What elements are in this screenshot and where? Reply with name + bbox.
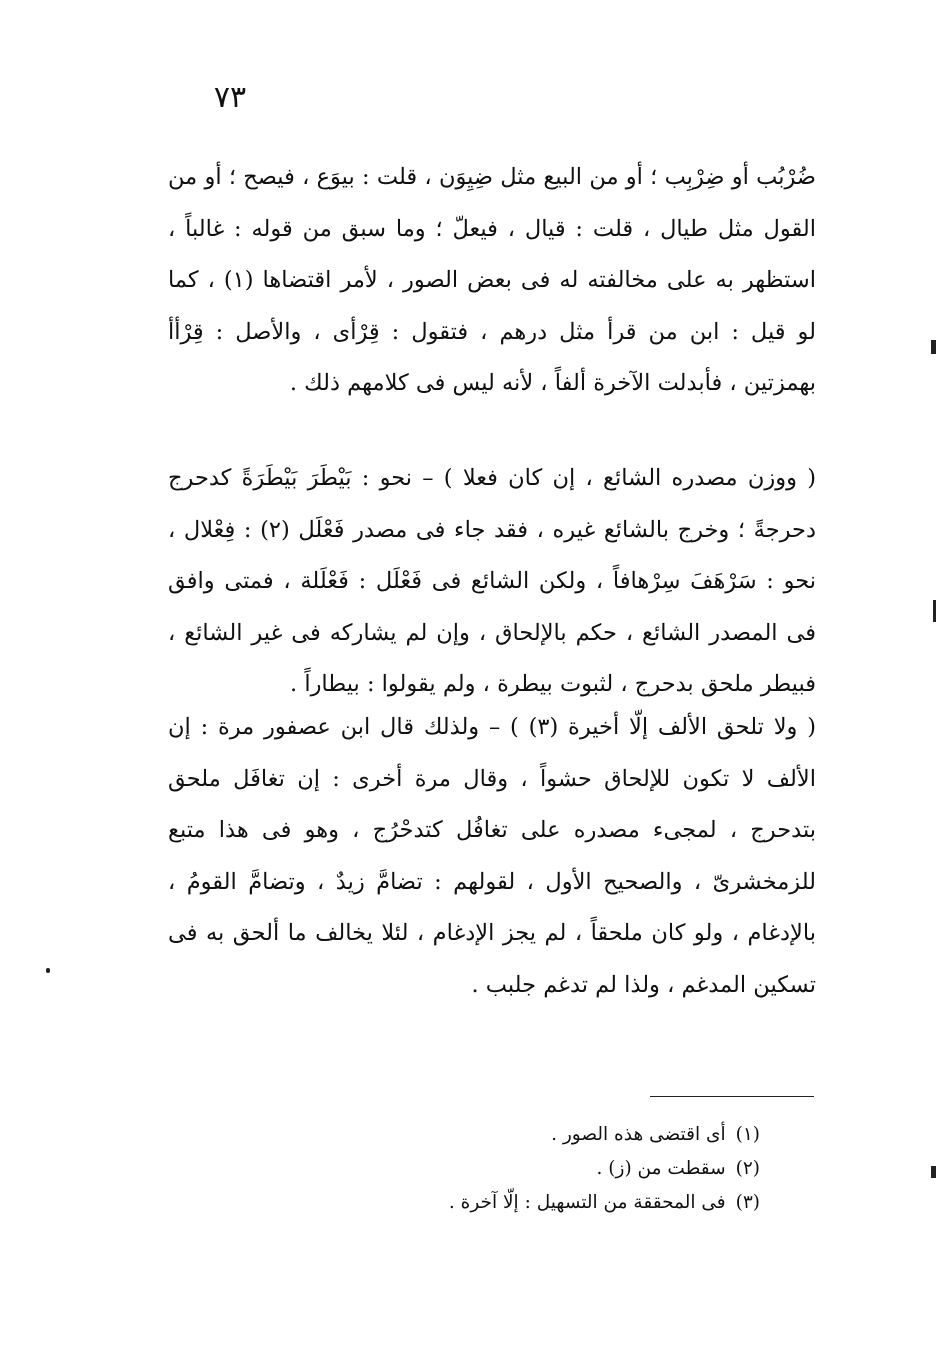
scan-mark bbox=[46, 968, 50, 973]
footnote-number: (٢) bbox=[735, 1158, 760, 1179]
paragraph-text: ( ولا تلحق الألف إلّا أخيرة (٣) ) – ولذلك قال ابن عصفور مرة : إن الألف لا تكون للإلحاق حشواً ، وقال مرة أخرى : إن تغافَل ملحق بتدحرج ، لمجىء مصدره على تغافُل كتدحْرُج ، وهو فى هذا متبع للزمخشرىّ ، والصحيح الأول ، لقولهم : تضامَّ زيدٌ ، وتضامَّ القومُ ، بالإدغام ، ولو كان ملحقاً ، لم يجز الإدغام ، لئلا يخالف ما ألحق به فى تسكين المدغم ، ولذا لم تدغم جلبب . bbox=[168, 714, 816, 998]
paragraph-text: ضُرْبُب أو ضِرْبِب ؛ أو من البيع مثل ضِيِوَن ، قلت : بيوَع ، فيصح ؛ أو من القول مثل طيال ، قلت : قيال ، فيعلّ ؛ وما سبق من قوله : غالباً ، استظهر به على مخالفته له فى بعض الصور ، لأمر اقتضاها (١) ، كما لو قيل : ابن من قرأ مثل درهم ، فتقول : قِرْأى ، والأصل : قِرْأأ بهمزتين ، فأبدلت الآخرة ألفاً ، لأنه ليس فى كلامهم ذلك . bbox=[168, 164, 817, 396]
scan-mark bbox=[931, 340, 936, 354]
page-number: ٧٣ bbox=[213, 80, 247, 115]
footnote-text: أى اقتضى هذه الصور . bbox=[551, 1124, 726, 1145]
paragraph-3 bbox=[168, 702, 816, 1011]
footnote-number: (١) bbox=[735, 1124, 760, 1145]
footnote-1 bbox=[340, 1118, 760, 1152]
paragraph-1 bbox=[168, 152, 816, 410]
paragraph-text: ( ووزن مصدره الشائع ، إن كان فعلا ) – نحو : بَيْطَرَ بَيْطَرَةً كدحرج دحرجةً ؛ وخرج بالشائع غيره ، فقد جاء فى مصدر فَعْلَل (٢) : فِعْلال ، نحو : سَرْهَفَ سِرْهافاً ، ولكن الشائع فى فَعْلَل : فَعْلَلة ، فمتى وافق فى المصدر الشائع ، حكم بالإلحاق ، وإن لم يشاركه فى غير الشائع ، فبيطر ملحق بدحرج ، لثبوت بيطرة ، ولم يقولوا : بيطاراً . bbox=[168, 465, 816, 697]
scan-mark bbox=[931, 1166, 936, 1178]
scan-mark bbox=[933, 600, 936, 622]
footnote-3 bbox=[340, 1186, 760, 1220]
footnote-text: فى المحققة من التسهيل : إلّا آخرة . bbox=[448, 1192, 726, 1213]
footnote-divider bbox=[650, 1096, 814, 1097]
paragraph-2 bbox=[168, 453, 816, 711]
footnote-number: (٣) bbox=[735, 1192, 760, 1213]
footnote-2 bbox=[340, 1152, 760, 1186]
footnote-text: سقطت من (ز) . bbox=[596, 1158, 726, 1179]
footnotes bbox=[340, 1118, 760, 1220]
